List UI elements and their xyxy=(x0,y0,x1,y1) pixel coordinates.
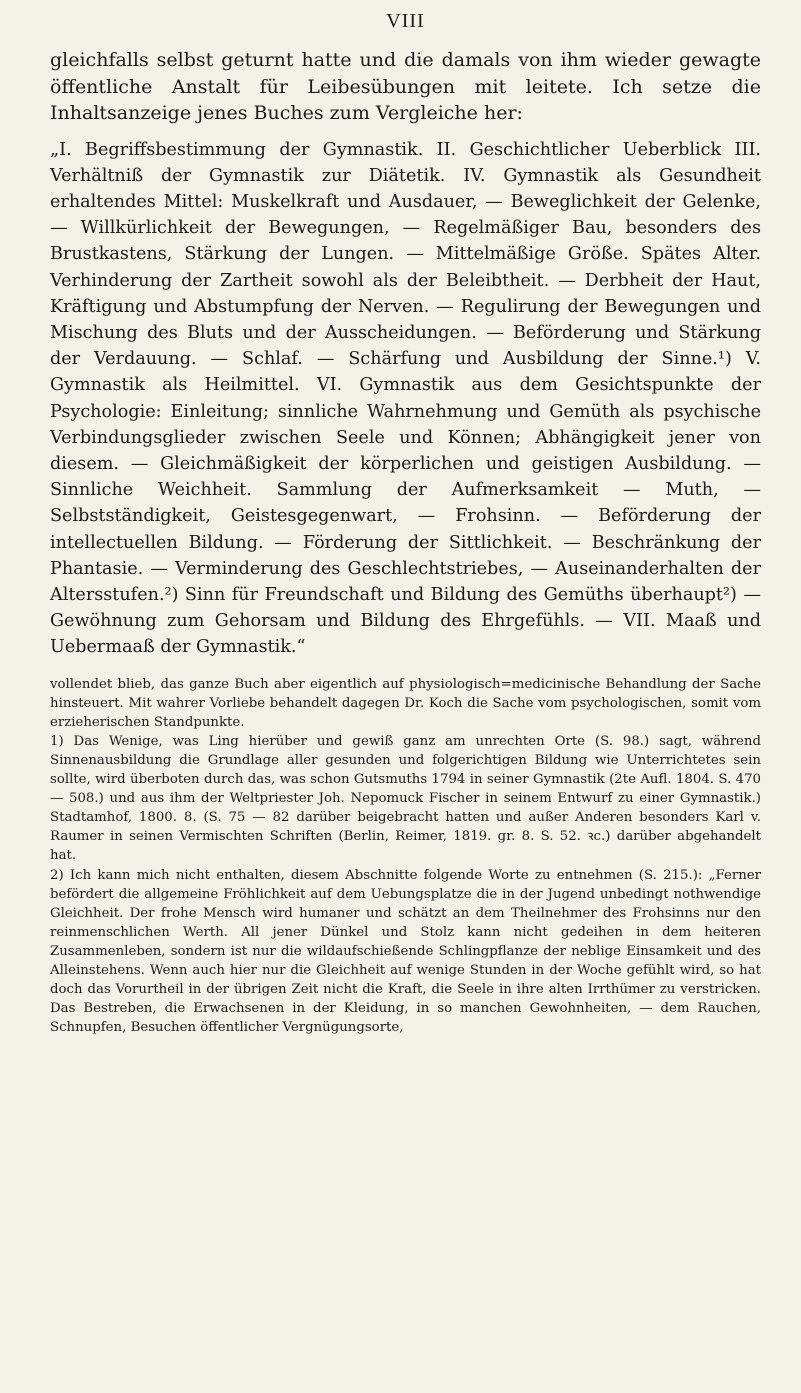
intro-paragraph: gleichfalls selbst geturnt hatte und die damals von ihm wieder gewagte öffentliche Anstalt für Leibesübungen mit leitete. Ich setze die Inhaltsanzeige jenes Buches zum Vergleiche her: xyxy=(50,49,761,124)
continuation-paragraph: vollendet blieb, das ganze Buch aber eigentlich auf physiologisch=medicinische Behandlung der Sache hinsteuert. Mit wahrer Vorliebe behandelt dagegen Dr. Koch die Sache vom psychologischen, somit vom erzieherischen Standpunkte. xyxy=(50,676,761,730)
footnote-section xyxy=(50,675,761,1038)
footnote-2-text: Ich kann mich nicht enthalten, diesem Abschnitte folgende Worte zu entnehmen (S. 215.): „Ferner befördert die allgemeine Fröhlichkeit auf dem Uebungsplatze die in der Jugend unbedingt nothwendige Gleichheit. Der frohe Mensch wird humaner und schätzt an dem Theilnehmer des Frohsinns nur den reinmenschlichen Werth. All jener Dünkel und Stolz kann nicht gedeihen in dem heiteren Zusammenleben, sondern ist nur die wildaufschießende Schlingpflanze der neblige Einsamkeit und des Alleinstehens. Wenn auch hier nur die Gleichheit auf wenige Stunden in der Woche gefühlt wird, so hat doch das Vorurtheil in der übrigen Zeit nicht die Kraft, die Seele in ihre alten Irrthümer zu verstricken. Das Bestreben, die Erwachsenen in der Kleidung, in so manchen Gewohnheiten, — dem Rauchen, Schnupfen, Besuchen öffentlicher Vergnügungsorte, xyxy=(50,867,761,1036)
footnote-2-marker: 2) xyxy=(50,867,64,883)
page-number: VIII xyxy=(386,10,425,32)
page-header xyxy=(50,10,761,33)
footnote-1 xyxy=(50,732,761,866)
footnote-1-marker: 1) xyxy=(50,733,64,749)
footnote-1-text: Das Wenige, was Ling hierüber und gewiß ganz am unrechten Orte (S. 98.) sagt, während Sinnenausbildung die Grundlage aller gesunden und folgerichtigen Bildung wie Unterrichtetes sein sollte, wird überboten durch das, was schon Gutsmuths 1794 in seiner Gymnastik (2te Aufl. 1804. S. 470 — 508.) und aus ihm der Weltpriester Joh. Nepomuck Fischer in seinem Entwurf zu einer Gymnastik.) Stadtamhof, 1800. 8. (S. 75 — 82 darüber beigebracht hatten und außer Anderen besonders Karl v. Raumer in seinen Vermischten Schriften (Berlin, Reimer, 1819. gr. 8. S. 52. ꝛc.) darüber abgehandelt hat. xyxy=(50,733,761,864)
table-of-contents-quote: „I. Begriffsbestimmung der Gymnastik. II. Geschichtlicher Ueberblick III. Verhältniß der Gymnastik zur Diätetik. IV. Gymnastik als Gesundheit erhaltendes Mittel: Muskelkraft und Ausdauer, — Beweglichkeit der Gelenke, — Willkürlichkeit der Bewegungen, — Regelmäßiger Bau, besonders des Brustkastens, Stärkung der Lungen. — Mittelmäßige Größe. Spätes Alter. Verhinderung der Zartheit sowohl als der Beleibtheit. — Derbheit der Haut, Kräftigung und Abstumpfung der Nerven. — Regulirung der Bewegungen und Mischung des Bluts und der Ausscheidungen. — Beförderung und Stärkung der Verdauung. — Schlaf. — Schärfung und Ausbildung der Sinne.¹) V. Gymnastik als Heilmittel. VI. Gymnastik aus dem Gesichtspunkte der Psychologie: Einleitung; sinnliche Wahrnehmung und Gemüth als psychische Verbindungsglieder zwischen Seele und Können; Abhängigkeit jener von diesem. — Gleichmäßigkeit der körperlichen und geistigen Ausbildung. — Sinnliche Weichheit. Sammlung der Aufmerksamkeit — Muth, — Selbstständigkeit, Geistesgegenwart, — Frohsinn. — Beförderung der intellectuellen Bildung. — Förderung der Sittlichkeit. — Beschränkung der Phantasie. — Verminderung des Geschlechtstriebes, — Auseinanderhalten der Altersstufen.²) Sinn für Freundschaft und Bildung des Gemüths überhaupt²) — Gewöhnung zum Gehorsam und Bildung des Ehrgefühls. — VII. Maaß und Uebermaaß der Gymnastik.“ xyxy=(50,139,761,658)
footnote-2 xyxy=(50,866,761,1038)
